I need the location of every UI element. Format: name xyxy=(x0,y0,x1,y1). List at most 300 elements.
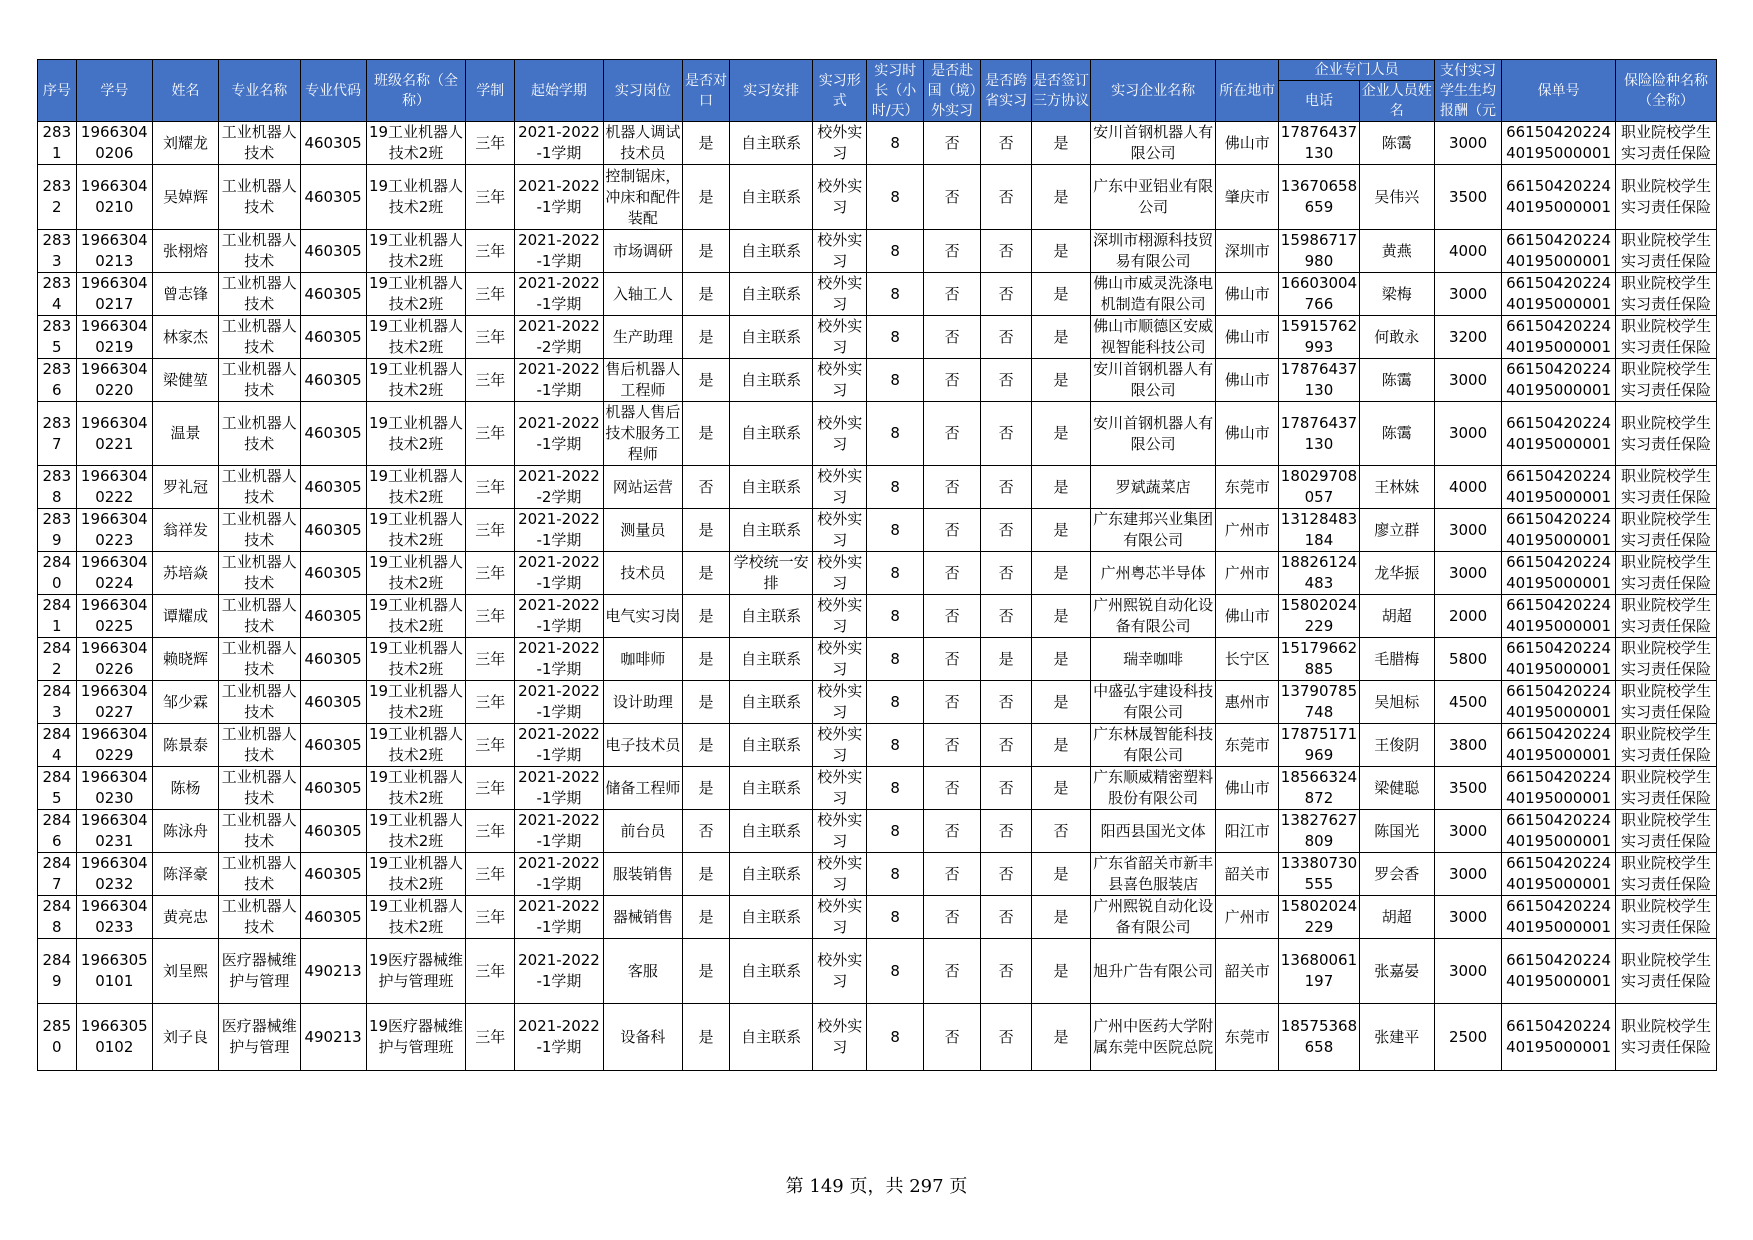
cell-company: 深圳市栩源科技贸易有限公司 xyxy=(1091,230,1216,273)
table-row xyxy=(38,509,1717,552)
cell-abroad: 否 xyxy=(924,273,981,316)
cell-form: 校外实习 xyxy=(813,810,867,853)
cell-position: 机器人调试技术员 xyxy=(603,122,682,165)
cell-form: 校外实习 xyxy=(813,402,867,466)
cell-agreement: 是 xyxy=(1032,509,1091,552)
cell-name: 苏培焱 xyxy=(152,552,218,595)
header-contact-group: 企业专门人员 xyxy=(1279,60,1435,81)
cell-position: 器械销售 xyxy=(603,896,682,939)
cell-pay: 3500 xyxy=(1434,767,1501,810)
cell-class-name: 19工业机器人技术2班 xyxy=(366,359,466,402)
cell-name: 陈泽豪 xyxy=(152,853,218,896)
cell-location: 东莞市 xyxy=(1216,724,1279,767)
cell-major: 工业机器人技术 xyxy=(219,638,300,681)
cell-cross-province: 否 xyxy=(981,853,1032,896)
cell-name: 邹少霖 xyxy=(152,681,218,724)
cell-form: 校外实习 xyxy=(813,122,867,165)
cell-cross-province: 否 xyxy=(981,552,1032,595)
cell-form: 校外实习 xyxy=(813,767,867,810)
cell-cross-province: 否 xyxy=(981,466,1032,509)
cell-start-term: 2021-2022-1学期 xyxy=(515,230,604,273)
cell-cross-province: 否 xyxy=(981,402,1032,466)
cell-class-name: 19医疗器械维护与管理班 xyxy=(366,939,466,1004)
cell-pay: 3000 xyxy=(1434,552,1501,595)
cell-company: 广东省韶关市新丰县喜色服装店 xyxy=(1091,853,1216,896)
header-hours: 实习时长（小时/天） xyxy=(867,60,924,122)
cell-arrangement: 自主联系 xyxy=(729,853,812,896)
cell-location: 佛山市 xyxy=(1216,359,1279,402)
cell-matched: 是 xyxy=(683,896,730,939)
cell-duration: 三年 xyxy=(466,273,515,316)
table-row xyxy=(38,638,1717,681)
cell-seq: 2847 xyxy=(38,853,77,896)
cell-position: 售后机器人工程师 xyxy=(603,359,682,402)
cell-student-id: 19663040210 xyxy=(76,165,152,230)
cell-major: 工业机器人技术 xyxy=(219,810,300,853)
cell-duration: 三年 xyxy=(466,638,515,681)
cell-phone: 18029708057 xyxy=(1279,466,1359,509)
cell-location: 阳江市 xyxy=(1216,810,1279,853)
cell-class-name: 19工业机器人技术2班 xyxy=(366,122,466,165)
cell-hours: 8 xyxy=(867,939,924,1004)
cell-policy-no: 6615042022440195000001 xyxy=(1502,273,1616,316)
cell-matched: 是 xyxy=(683,681,730,724)
cell-hours: 8 xyxy=(867,122,924,165)
cell-abroad: 否 xyxy=(924,165,981,230)
cell-abroad: 否 xyxy=(924,359,981,402)
cell-agreement: 是 xyxy=(1032,165,1091,230)
cell-agreement: 否 xyxy=(1032,810,1091,853)
footer-prefix: 第 xyxy=(785,1176,804,1197)
table-row xyxy=(38,853,1717,896)
cell-phone: 13827627809 xyxy=(1279,810,1359,853)
cell-hours: 8 xyxy=(867,165,924,230)
cell-form: 校外实习 xyxy=(813,638,867,681)
cell-insurance: 职业院校学生实习责任保险 xyxy=(1616,810,1717,853)
cell-name: 温景 xyxy=(152,402,218,466)
cell-seq: 2831 xyxy=(38,122,77,165)
cell-location: 广州市 xyxy=(1216,896,1279,939)
cell-pay: 5800 xyxy=(1434,638,1501,681)
cell-major: 工业机器人技术 xyxy=(219,402,300,466)
cell-start-term: 2021-2022-1学期 xyxy=(515,1004,604,1071)
cell-seq: 2848 xyxy=(38,896,77,939)
cell-cross-province: 否 xyxy=(981,896,1032,939)
cell-phone: 13128483184 xyxy=(1279,509,1359,552)
header-contact-name: 企业人员姓名 xyxy=(1359,81,1434,122)
cell-phone: 13380730555 xyxy=(1279,853,1359,896)
cell-duration: 三年 xyxy=(466,122,515,165)
cell-policy-no: 6615042022440195000001 xyxy=(1502,939,1616,1004)
cell-company: 罗斌蔬菜店 xyxy=(1091,466,1216,509)
table-row xyxy=(38,939,1717,1004)
cell-arrangement: 自主联系 xyxy=(729,939,812,1004)
cell-pay: 2000 xyxy=(1434,595,1501,638)
cell-seq: 2846 xyxy=(38,810,77,853)
cell-arrangement: 自主联系 xyxy=(729,896,812,939)
cell-hours: 8 xyxy=(867,767,924,810)
cell-start-term: 2021-2022-1学期 xyxy=(515,767,604,810)
cell-agreement: 是 xyxy=(1032,767,1091,810)
cell-policy-no: 6615042022440195000001 xyxy=(1502,552,1616,595)
header-seq: 序号 xyxy=(38,60,77,122)
cell-major-code: 460305 xyxy=(300,509,366,552)
cell-contact-name: 梁梅 xyxy=(1359,273,1434,316)
cell-major-code: 460305 xyxy=(300,810,366,853)
cell-major-code: 460305 xyxy=(300,466,366,509)
cell-location: 长宁区 xyxy=(1216,638,1279,681)
cell-major: 工业机器人技术 xyxy=(219,896,300,939)
cell-duration: 三年 xyxy=(466,767,515,810)
cell-cross-province: 否 xyxy=(981,509,1032,552)
cell-pay: 3000 xyxy=(1434,896,1501,939)
cell-hours: 8 xyxy=(867,273,924,316)
cell-abroad: 否 xyxy=(924,509,981,552)
cell-matched: 是 xyxy=(683,724,730,767)
cell-duration: 三年 xyxy=(466,359,515,402)
cell-insurance: 职业院校学生实习责任保险 xyxy=(1616,767,1717,810)
cell-pay: 3000 xyxy=(1434,359,1501,402)
cell-company: 安川首钢机器人有限公司 xyxy=(1091,359,1216,402)
cell-agreement: 是 xyxy=(1032,638,1091,681)
cell-student-id: 19663040233 xyxy=(76,896,152,939)
cell-start-term: 2021-2022-1学期 xyxy=(515,552,604,595)
cell-start-term: 2021-2022-1学期 xyxy=(515,853,604,896)
cell-name: 林家杰 xyxy=(152,316,218,359)
cell-major-code: 460305 xyxy=(300,681,366,724)
cell-agreement: 是 xyxy=(1032,402,1091,466)
cell-arrangement: 自主联系 xyxy=(729,595,812,638)
cell-seq: 2832 xyxy=(38,165,77,230)
cell-insurance: 职业院校学生实习责任保险 xyxy=(1616,681,1717,724)
cell-phone: 13680061197 xyxy=(1279,939,1359,1004)
cell-start-term: 2021-2022-1学期 xyxy=(515,273,604,316)
cell-class-name: 19工业机器人技术2班 xyxy=(366,165,466,230)
cell-start-term: 2021-2022-1学期 xyxy=(515,896,604,939)
cell-contact-name: 王林妹 xyxy=(1359,466,1434,509)
cell-location: 佛山市 xyxy=(1216,767,1279,810)
footer-current-page: 149 xyxy=(809,1176,844,1197)
cell-position: 入轴工人 xyxy=(603,273,682,316)
cell-form: 校外实习 xyxy=(813,896,867,939)
cell-duration: 三年 xyxy=(466,165,515,230)
cell-major: 工业机器人技术 xyxy=(219,724,300,767)
cell-policy-no: 6615042022440195000001 xyxy=(1502,896,1616,939)
header-major-code: 专业代码 xyxy=(300,60,366,122)
cell-contact-name: 廖立群 xyxy=(1359,509,1434,552)
cell-class-name: 19工业机器人技术2班 xyxy=(366,273,466,316)
cell-seq: 2835 xyxy=(38,316,77,359)
header-company: 实习企业名称 xyxy=(1091,60,1216,122)
cell-policy-no: 6615042022440195000001 xyxy=(1502,767,1616,810)
cell-class-name: 19工业机器人技术2班 xyxy=(366,402,466,466)
cell-cross-province: 否 xyxy=(981,165,1032,230)
table-row xyxy=(38,724,1717,767)
cell-class-name: 19工业机器人技术2班 xyxy=(366,853,466,896)
cell-contact-name: 王俊阴 xyxy=(1359,724,1434,767)
cell-position: 咖啡师 xyxy=(603,638,682,681)
cell-contact-name: 胡超 xyxy=(1359,595,1434,638)
cell-name: 曾志锋 xyxy=(152,273,218,316)
cell-phone: 15986717980 xyxy=(1279,230,1359,273)
cell-student-id: 19663040227 xyxy=(76,681,152,724)
cell-major: 医疗器械维护与管理 xyxy=(219,1004,300,1071)
cell-abroad: 否 xyxy=(924,638,981,681)
cell-location: 肇庆市 xyxy=(1216,165,1279,230)
cell-policy-no: 6615042022440195000001 xyxy=(1502,810,1616,853)
cell-name: 陈杨 xyxy=(152,767,218,810)
cell-name: 陈泳舟 xyxy=(152,810,218,853)
cell-start-term: 2021-2022-2学期 xyxy=(515,466,604,509)
cell-student-id: 19663040219 xyxy=(76,316,152,359)
cell-duration: 三年 xyxy=(466,552,515,595)
cell-form: 校外实习 xyxy=(813,595,867,638)
cell-hours: 8 xyxy=(867,853,924,896)
cell-insurance: 职业院校学生实习责任保险 xyxy=(1616,230,1717,273)
header-location: 所在地市 xyxy=(1216,60,1279,122)
cell-policy-no: 6615042022440195000001 xyxy=(1502,509,1616,552)
cell-company: 瑞幸咖啡 xyxy=(1091,638,1216,681)
cell-location: 韶关市 xyxy=(1216,853,1279,896)
cell-contact-name: 何敢永 xyxy=(1359,316,1434,359)
cell-position: 储备工程师 xyxy=(603,767,682,810)
cell-policy-no: 6615042022440195000001 xyxy=(1502,595,1616,638)
header-major: 专业名称 xyxy=(219,60,300,122)
cell-student-id: 19663050101 xyxy=(76,939,152,1004)
cell-form: 校外实习 xyxy=(813,273,867,316)
cell-major: 工业机器人技术 xyxy=(219,122,300,165)
internship-table-container xyxy=(37,59,1717,1071)
cell-class-name: 19工业机器人技术2班 xyxy=(366,466,466,509)
cell-student-id: 19663040229 xyxy=(76,724,152,767)
cell-class-name: 19工业机器人技术2班 xyxy=(366,638,466,681)
cell-matched: 是 xyxy=(683,165,730,230)
cell-seq: 2838 xyxy=(38,466,77,509)
cell-major: 工业机器人技术 xyxy=(219,165,300,230)
cell-location: 惠州市 xyxy=(1216,681,1279,724)
cell-cross-province: 否 xyxy=(981,122,1032,165)
cell-contact-name: 吴伟兴 xyxy=(1359,165,1434,230)
cell-major: 医疗器械维护与管理 xyxy=(219,939,300,1004)
cell-insurance: 职业院校学生实习责任保险 xyxy=(1616,1004,1717,1071)
cell-hours: 8 xyxy=(867,896,924,939)
cell-phone: 17876437130 xyxy=(1279,402,1359,466)
cell-major-code: 460305 xyxy=(300,230,366,273)
cell-phone: 16603004766 xyxy=(1279,273,1359,316)
cell-pay: 2500 xyxy=(1434,1004,1501,1071)
cell-major-code: 460305 xyxy=(300,273,366,316)
cell-location: 韶关市 xyxy=(1216,939,1279,1004)
cell-location: 佛山市 xyxy=(1216,122,1279,165)
cell-abroad: 否 xyxy=(924,1004,981,1071)
header-position: 实习岗位 xyxy=(603,60,682,122)
cell-pay: 3000 xyxy=(1434,509,1501,552)
table-row xyxy=(38,402,1717,466)
table-row xyxy=(38,681,1717,724)
cell-policy-no: 6615042022440195000001 xyxy=(1502,359,1616,402)
cell-company: 阳西县国光文体 xyxy=(1091,810,1216,853)
table-row xyxy=(38,230,1717,273)
cell-duration: 三年 xyxy=(466,509,515,552)
cell-position: 设计助理 xyxy=(603,681,682,724)
cell-name: 刘呈熙 xyxy=(152,939,218,1004)
cell-class-name: 19工业机器人技术2班 xyxy=(366,552,466,595)
cell-cross-province: 否 xyxy=(981,767,1032,810)
cell-duration: 三年 xyxy=(466,853,515,896)
cell-abroad: 否 xyxy=(924,896,981,939)
cell-seq: 2833 xyxy=(38,230,77,273)
cell-student-id: 19663040225 xyxy=(76,595,152,638)
cell-major: 工业机器人技术 xyxy=(219,509,300,552)
page-footer xyxy=(0,1172,1753,1198)
cell-pay: 4000 xyxy=(1434,230,1501,273)
header-policy-no: 保单号 xyxy=(1502,60,1616,122)
cell-major-code: 490213 xyxy=(300,939,366,1004)
cell-hours: 8 xyxy=(867,724,924,767)
cell-cross-province: 否 xyxy=(981,359,1032,402)
cell-agreement: 是 xyxy=(1032,1004,1091,1071)
cell-hours: 8 xyxy=(867,402,924,466)
cell-arrangement: 自主联系 xyxy=(729,509,812,552)
cell-arrangement: 自主联系 xyxy=(729,273,812,316)
cell-abroad: 否 xyxy=(924,810,981,853)
cell-contact-name: 陈霭 xyxy=(1359,359,1434,402)
header-insurance: 保险险种名称（全称） xyxy=(1616,60,1717,122)
cell-class-name: 19工业机器人技术2班 xyxy=(366,509,466,552)
cell-agreement: 是 xyxy=(1032,122,1091,165)
cell-abroad: 否 xyxy=(924,939,981,1004)
cell-hours: 8 xyxy=(867,316,924,359)
cell-position: 生产助理 xyxy=(603,316,682,359)
cell-student-id: 19663040230 xyxy=(76,767,152,810)
cell-hours: 8 xyxy=(867,810,924,853)
cell-start-term: 2021-2022-1学期 xyxy=(515,509,604,552)
header-student-id: 学号 xyxy=(76,60,152,122)
cell-seq: 2834 xyxy=(38,273,77,316)
cell-abroad: 否 xyxy=(924,724,981,767)
cell-matched: 否 xyxy=(683,466,730,509)
cell-start-term: 2021-2022-1学期 xyxy=(515,595,604,638)
cell-cross-province: 否 xyxy=(981,230,1032,273)
cell-major: 工业机器人技术 xyxy=(219,595,300,638)
cell-position: 市场调研 xyxy=(603,230,682,273)
cell-matched: 是 xyxy=(683,230,730,273)
cell-abroad: 否 xyxy=(924,230,981,273)
cell-pay: 3000 xyxy=(1434,853,1501,896)
cell-arrangement: 自主联系 xyxy=(729,402,812,466)
cell-major-code: 460305 xyxy=(300,638,366,681)
cell-pay: 3200 xyxy=(1434,316,1501,359)
cell-name: 梁健堃 xyxy=(152,359,218,402)
cell-start-term: 2021-2022-2学期 xyxy=(515,316,604,359)
cell-policy-no: 6615042022440195000001 xyxy=(1502,122,1616,165)
cell-abroad: 否 xyxy=(924,767,981,810)
cell-seq: 2845 xyxy=(38,767,77,810)
cell-insurance: 职业院校学生实习责任保险 xyxy=(1616,939,1717,1004)
cell-phone: 13670658659 xyxy=(1279,165,1359,230)
cell-company: 中盛弘宇建设科技有限公司 xyxy=(1091,681,1216,724)
cell-abroad: 否 xyxy=(924,595,981,638)
cell-contact-name: 陈国光 xyxy=(1359,810,1434,853)
cell-pay: 3500 xyxy=(1434,165,1501,230)
table-row xyxy=(38,767,1717,810)
cell-matched: 是 xyxy=(683,767,730,810)
cell-insurance: 职业院校学生实习责任保险 xyxy=(1616,359,1717,402)
footer-total-pages: 297 xyxy=(909,1176,944,1197)
cell-contact-name: 毛腊梅 xyxy=(1359,638,1434,681)
cell-matched: 是 xyxy=(683,402,730,466)
header-arrangement: 实习安排 xyxy=(729,60,812,122)
cell-company: 广州熙锐自动化设备有限公司 xyxy=(1091,896,1216,939)
cell-agreement: 是 xyxy=(1032,316,1091,359)
cell-arrangement: 自主联系 xyxy=(729,230,812,273)
cell-start-term: 2021-2022-1学期 xyxy=(515,638,604,681)
cell-policy-no: 6615042022440195000001 xyxy=(1502,402,1616,466)
cell-pay: 4000 xyxy=(1434,466,1501,509)
cell-policy-no: 6615042022440195000001 xyxy=(1502,638,1616,681)
cell-location: 广州市 xyxy=(1216,552,1279,595)
header-duration: 学制 xyxy=(466,60,515,122)
table-body xyxy=(38,122,1717,1071)
cell-position: 网站运营 xyxy=(603,466,682,509)
cell-form: 校外实习 xyxy=(813,552,867,595)
cell-insurance: 职业院校学生实习责任保险 xyxy=(1616,402,1717,466)
cell-class-name: 19工业机器人技术2班 xyxy=(366,681,466,724)
cell-contact-name: 罗会香 xyxy=(1359,853,1434,896)
cell-student-id: 19663040213 xyxy=(76,230,152,273)
cell-form: 校外实习 xyxy=(813,359,867,402)
cell-major-code: 460305 xyxy=(300,165,366,230)
cell-arrangement: 自主联系 xyxy=(729,359,812,402)
cell-position: 测量员 xyxy=(603,509,682,552)
cell-class-name: 19工业机器人技术2班 xyxy=(366,767,466,810)
cell-arrangement: 学校统一安排 xyxy=(729,552,812,595)
cell-start-term: 2021-2022-1学期 xyxy=(515,122,604,165)
table-row xyxy=(38,552,1717,595)
cell-insurance: 职业院校学生实习责任保险 xyxy=(1616,853,1717,896)
cell-duration: 三年 xyxy=(466,230,515,273)
cell-hours: 8 xyxy=(867,638,924,681)
header-start-term: 起始学期 xyxy=(515,60,604,122)
cell-hours: 8 xyxy=(867,552,924,595)
cell-major-code: 460305 xyxy=(300,402,366,466)
cell-class-name: 19工业机器人技术2班 xyxy=(366,896,466,939)
cell-policy-no: 6615042022440195000001 xyxy=(1502,165,1616,230)
table-row xyxy=(38,359,1717,402)
cell-duration: 三年 xyxy=(466,595,515,638)
cell-form: 校外实习 xyxy=(813,316,867,359)
header-phone: 电话 xyxy=(1279,81,1359,122)
cell-student-id: 19663040223 xyxy=(76,509,152,552)
cell-abroad: 否 xyxy=(924,853,981,896)
cell-student-id: 19663040222 xyxy=(76,466,152,509)
cell-position: 控制锯床，冲床和配件装配 xyxy=(603,165,682,230)
header-cross-province: 是否跨省实习 xyxy=(981,60,1032,122)
cell-insurance: 职业院校学生实习责任保险 xyxy=(1616,896,1717,939)
cell-seq: 2843 xyxy=(38,681,77,724)
table-row xyxy=(38,810,1717,853)
cell-matched: 是 xyxy=(683,638,730,681)
cell-class-name: 19医疗器械维护与管理班 xyxy=(366,1004,466,1071)
cell-class-name: 19工业机器人技术2班 xyxy=(366,316,466,359)
cell-phone: 17876437130 xyxy=(1279,359,1359,402)
cell-arrangement: 自主联系 xyxy=(729,767,812,810)
table-row xyxy=(38,1004,1717,1071)
cell-major-code: 460305 xyxy=(300,359,366,402)
cell-matched: 否 xyxy=(683,810,730,853)
cell-cross-province: 是 xyxy=(981,638,1032,681)
cell-company: 安川首钢机器人有限公司 xyxy=(1091,122,1216,165)
